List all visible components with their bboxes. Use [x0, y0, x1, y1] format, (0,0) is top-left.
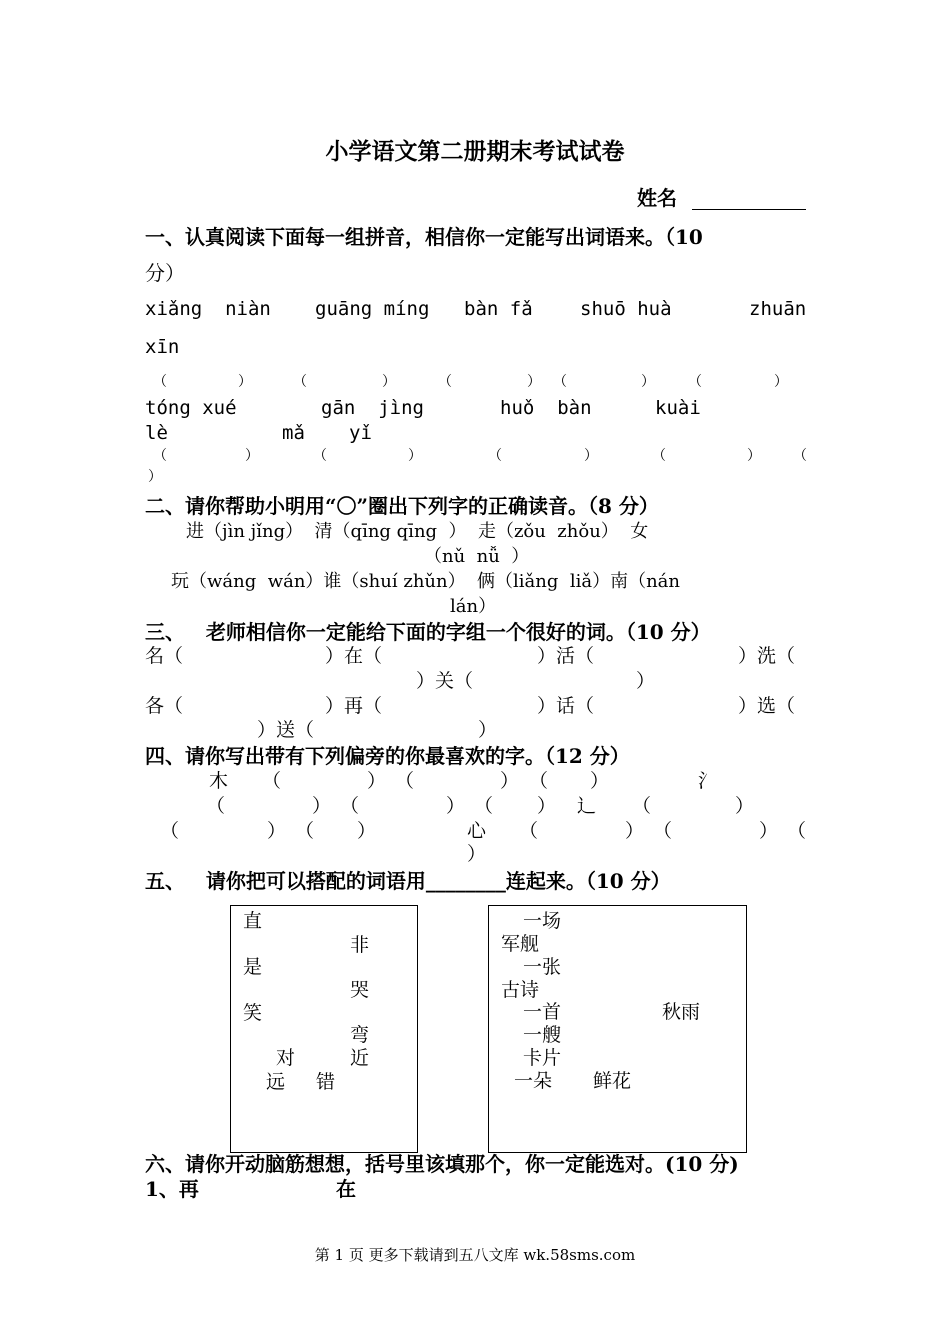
match-word[interactable]: 秋雨	[662, 1001, 701, 1023]
q3-item[interactable]: ）活（	[537, 645, 595, 667]
pinyin-1: xiǎng niàn	[145, 298, 271, 320]
q3-heading: 三、 老师相信你一定能给下面的字组一个很好的词。（10 分）	[145, 620, 711, 644]
q3-item-wrap[interactable]: ）关（	[416, 670, 474, 692]
match-word[interactable]: 错	[316, 1071, 336, 1093]
pinyin-7: gān jìng	[321, 397, 424, 419]
q4-paren-open[interactable]: （	[206, 795, 226, 817]
q2-line-1[interactable]: 进（jìn jǐng） 清（qīng qīng ） 走（zǒu zhǒu） 女	[186, 521, 649, 542]
q4-paren-open[interactable]: （	[295, 820, 315, 842]
radical-mu: 木	[209, 770, 229, 792]
q2-line-2-wrap[interactable]: lán）	[450, 596, 497, 617]
q3-item[interactable]: ）在（	[325, 645, 383, 667]
q3-item[interactable]: 名（	[145, 645, 184, 667]
match-word[interactable]: 笑	[243, 1002, 263, 1024]
answer-paren-open[interactable]: （	[652, 448, 666, 464]
q6-heading: 六、请你开动脑筋想想，括号里该填那个，你一定能选对。(10 分)	[145, 1152, 739, 1176]
page-title: 小学语文第二册期末考试试卷	[325, 138, 625, 165]
answer-paren-open[interactable]: （	[313, 448, 327, 464]
q3-item[interactable]: ）话（	[537, 695, 595, 717]
match-word[interactable]: 军舰	[501, 933, 540, 955]
left-word-box	[230, 905, 418, 1153]
match-word[interactable]: 远	[266, 1071, 286, 1093]
q4-paren-open[interactable]: （	[519, 820, 539, 842]
answer-paren-close[interactable]: ）	[747, 448, 761, 464]
match-word[interactable]: 鲜花	[593, 1070, 632, 1092]
match-word[interactable]: 近	[350, 1047, 370, 1069]
q4-paren-close[interactable]: ）	[367, 770, 387, 792]
q4-paren-open[interactable]: （	[160, 820, 180, 842]
answer-paren-open[interactable]: （	[793, 448, 807, 464]
match-word[interactable]: 古诗	[501, 979, 540, 1001]
q4-paren-close[interactable]: ）	[735, 795, 755, 817]
answer-paren-close[interactable]: ）	[774, 374, 788, 390]
match-word[interactable]: 卡片	[523, 1047, 562, 1069]
match-word[interactable]: 直	[243, 910, 263, 932]
pinyin-3: bàn fǎ	[464, 298, 533, 320]
answer-paren-open[interactable]: （	[153, 374, 167, 390]
radical-chuo: 辶	[577, 795, 597, 817]
radical-xin: 心	[467, 820, 487, 842]
q3-item[interactable]: ）选（	[738, 695, 796, 717]
name-label: 姓名	[637, 186, 677, 210]
q4-paren-close[interactable]: ）	[625, 820, 645, 842]
answer-paren-open[interactable]: （	[293, 374, 307, 390]
q5-heading: 五、 请你把可以搭配的词语用________连起来。（10 分）	[145, 869, 671, 893]
pinyin-9-wrap: lè	[145, 422, 168, 444]
q4-paren-open[interactable]: （	[632, 795, 652, 817]
pinyin-8: huǒ bàn	[500, 397, 592, 419]
q4-paren-open[interactable]: （	[395, 770, 415, 792]
q1-heading: 一、认真阅读下面每一组拼音，相信你一定能写出词语来。（10	[145, 225, 703, 249]
q3-item[interactable]: ）再（	[325, 695, 383, 717]
match-word[interactable]: 非	[350, 934, 370, 956]
q2-heading: 二、请你帮助小明用“〇”圈出下列字的正确读音。（8 分）	[145, 494, 659, 518]
answer-paren-close[interactable]: ）	[584, 448, 598, 464]
q4-paren-close[interactable]: ）	[500, 770, 520, 792]
q1-heading-wrap: 分）	[145, 261, 185, 285]
q3-paren-close[interactable]: ）	[478, 719, 498, 741]
pinyin-4: shuō huà	[580, 298, 672, 320]
q4-paren-close[interactable]: ）	[537, 795, 557, 817]
match-word[interactable]: 对	[276, 1047, 296, 1069]
answer-paren-open[interactable]: （	[553, 374, 567, 390]
answer-paren-open[interactable]: （	[688, 374, 702, 390]
q3-item-wrap[interactable]: ）送（	[257, 719, 315, 741]
q4-paren-open[interactable]: （	[787, 820, 807, 842]
answer-paren-close[interactable]: ）	[641, 374, 655, 390]
name-blank-line[interactable]	[692, 209, 806, 210]
q4-heading: 四、请你写出带有下列偏旁的你最喜欢的字。（12 分）	[145, 744, 630, 768]
q2-line-1-wrap[interactable]: （nǔ nǚ ）	[424, 546, 530, 567]
match-word[interactable]: 一艘	[523, 1024, 562, 1046]
answer-paren-close[interactable]: ）	[408, 448, 422, 464]
match-word[interactable]: 哭	[350, 979, 370, 1001]
q4-paren-close[interactable]: ）	[590, 770, 610, 792]
q4-paren-open[interactable]: （	[653, 820, 673, 842]
q4-paren-close[interactable]: ）	[446, 795, 466, 817]
match-word[interactable]: 是	[243, 956, 263, 978]
radical-shui: 氵	[698, 770, 718, 792]
match-word[interactable]: 一场	[523, 910, 562, 932]
pinyin-10: mǎ	[282, 422, 305, 444]
q4-paren-close[interactable]: ）	[759, 820, 779, 842]
answer-paren-close[interactable]: ）	[148, 469, 162, 485]
match-word[interactable]: 一朵	[514, 1070, 553, 1092]
q4-paren-close[interactable]: ）	[467, 843, 487, 865]
pinyin-5-wrap: xīn	[145, 336, 180, 358]
pinyin-5: zhuān	[749, 298, 807, 320]
match-word[interactable]: 一张	[523, 956, 562, 978]
pinyin-10: yǐ	[349, 422, 372, 444]
q4-paren-close[interactable]: ）	[312, 795, 332, 817]
answer-paren-close[interactable]: ）	[245, 448, 259, 464]
q3-paren-close[interactable]: ）	[636, 670, 656, 692]
q4-paren-open[interactable]: （	[262, 770, 282, 792]
pinyin-2: guāng míng	[315, 298, 430, 320]
answer-paren-close[interactable]: ）	[527, 374, 541, 390]
page-footer: 第 1 页 更多下载请到五八文库 wk.58sms.com	[314, 1246, 636, 1264]
q6-item-1: 1、再	[145, 1177, 199, 1201]
q4-paren-open[interactable]: （	[529, 770, 549, 792]
answer-paren-close[interactable]: ）	[382, 374, 396, 390]
q3-item[interactable]: ）洗（	[738, 645, 796, 667]
q4-paren-open[interactable]: （	[340, 795, 360, 817]
match-word[interactable]: 弯	[350, 1024, 370, 1046]
pinyin-6: tóng xué	[145, 397, 237, 419]
q2-line-2[interactable]: 玩（wáng wán）谁（shuí zhǔn） 俩（liǎng liǎ）南（nán	[171, 571, 680, 592]
answer-paren-close[interactable]: ）	[238, 374, 252, 390]
q6-item-1-option[interactable]: 在	[336, 1177, 356, 1201]
q4-paren-open[interactable]: （	[474, 795, 494, 817]
match-word[interactable]: 一首	[523, 1001, 562, 1023]
q4-paren-close[interactable]: ）	[267, 820, 287, 842]
q3-item[interactable]: 各（	[145, 695, 184, 717]
answer-paren-open[interactable]: （	[438, 374, 452, 390]
answer-paren-open[interactable]: （	[488, 448, 502, 464]
pinyin-9: kuài	[655, 397, 701, 419]
answer-paren-open[interactable]: （	[153, 448, 167, 464]
q4-paren-close[interactable]: ）	[357, 820, 377, 842]
